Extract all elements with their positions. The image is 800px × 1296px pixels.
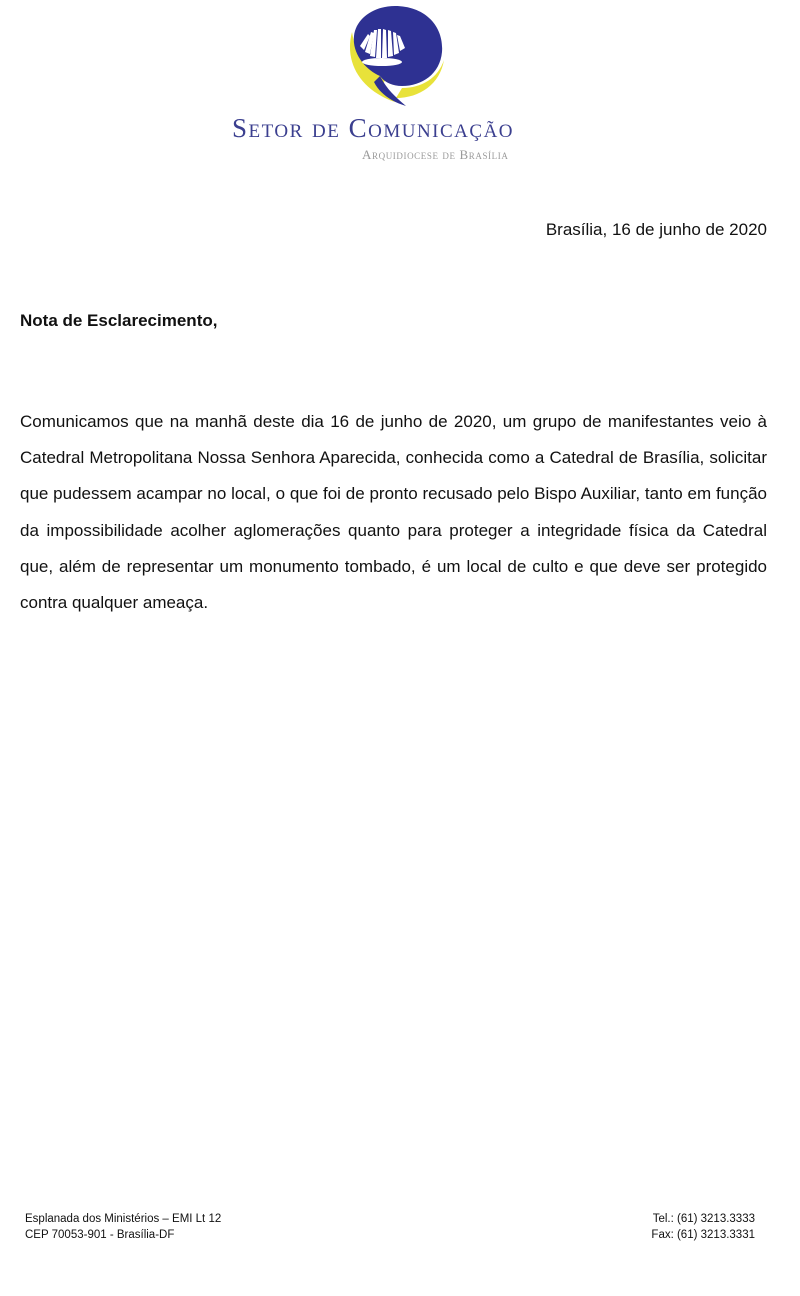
- letterhead: [0, 0, 800, 180]
- organization-subtitle: Arquidiocese de Brasília: [362, 147, 509, 162]
- footer-address-line1: Esplanada dos Ministérios – EMI Lt 12: [25, 1213, 222, 1225]
- footer-fax: Fax: (61) 3213.3331: [651, 1229, 755, 1241]
- footer-address: [25, 1211, 221, 1243]
- cathedral-crown-logo-icon: [340, 2, 450, 112]
- footer-phone: Tel.: (61) 3213.3333: [652, 1213, 755, 1225]
- organization-name: Setor de Comunicação: [232, 113, 515, 143]
- document-body: Comunicamos que na manhã deste dia 16 de junho de 2020, um grupo de manifestantes veio à Catedral Metropolitana Nossa Senhora Aparecida, conhecida como a Catedral de Brasília, solicitar que pudessem acampar no local, o que foi de pronto recusado pelo Bispo Auxiliar, tanto em função da impossibilidade acolher aglomerações quanto para proteger a integridade física da Catedral que, além de representar um monumento tombado, é um local de culto e que deve ser protegido contra qualquer ameaça.: [20, 412, 767, 613]
- footer-address-line2: CEP 70053-901 - Brasília-DF: [25, 1229, 175, 1241]
- document-date: Brasília, 16 de junho de 2020: [545, 220, 767, 239]
- footer-contact: [651, 1211, 755, 1243]
- document-title: Nota de Esclarecimento,: [20, 311, 218, 330]
